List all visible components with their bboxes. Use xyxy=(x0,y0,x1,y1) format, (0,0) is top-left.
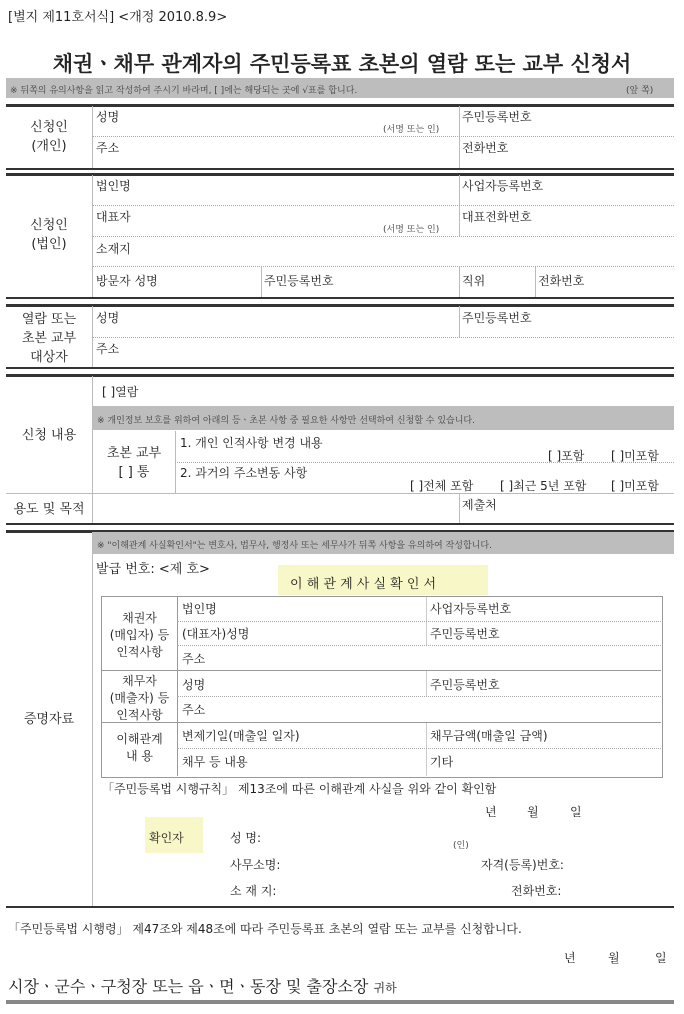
position-field[interactable]: 직위 xyxy=(462,274,486,288)
privacy-notice: ※ 개인정보 보호를 위하여 아래의 등ㆍ초본 사항 중 필요한 사항만 선택하여 신청할 수 있습니다. xyxy=(97,416,475,426)
debtor-label: 채무자 (매출자) 등 인적사항 xyxy=(109,674,170,722)
item2-exclude-checkbox[interactable]: [ ]미포함 xyxy=(611,479,659,493)
license-no-field[interactable]: 자격(등록)번호: xyxy=(481,858,564,872)
target-address-field[interactable]: 주소 xyxy=(96,342,120,356)
divider xyxy=(459,175,460,237)
sign-hint: (서명 또는 인) xyxy=(383,125,440,135)
business-no-field[interactable]: 사업자등록번호 xyxy=(462,179,544,193)
item2-recent-checkbox[interactable]: [ ]최근 5년 포함 xyxy=(500,479,587,493)
application-month[interactable]: 월 xyxy=(608,951,620,965)
divider xyxy=(101,722,661,723)
divider xyxy=(177,696,661,697)
target-resident-no-field[interactable]: 주민등록번호 xyxy=(462,311,532,325)
due-date-field[interactable]: 변제기일(매출일 일자) xyxy=(182,729,300,743)
divider xyxy=(261,267,262,297)
debtor-address-field[interactable]: 주소 xyxy=(182,703,206,717)
creditor-corp-name-field[interactable]: 법인명 xyxy=(182,602,217,616)
confirmer-label: 확인자 xyxy=(149,831,184,845)
notice-text: ※ 뒤쪽의 유의사항을 읽고 작성하여 주시기 바라며, [ ]에는 해당되는 곳에 √표를 합니다. xyxy=(10,86,358,96)
divider xyxy=(459,494,460,524)
divider xyxy=(92,205,674,206)
name-field[interactable]: 성명 xyxy=(96,110,120,124)
divider xyxy=(6,906,674,908)
divider xyxy=(6,168,674,170)
seal-mark: (인) xyxy=(453,841,469,851)
purpose-field[interactable] xyxy=(93,496,459,522)
location-field[interactable]: 소재지 xyxy=(96,242,131,256)
debtor-name-field[interactable]: 성명 xyxy=(182,678,206,692)
divider xyxy=(6,1000,674,1004)
divider xyxy=(6,173,674,176)
office-name-field[interactable]: 사무소명: xyxy=(230,858,281,872)
divider xyxy=(92,532,93,906)
office-location-field[interactable]: 소 재 지: xyxy=(230,884,277,898)
divider xyxy=(6,367,674,369)
copy-count-field[interactable]: [ ] 통 xyxy=(118,465,150,480)
page-side: (앞 쪽) xyxy=(626,86,654,96)
debt-content-field[interactable]: 채무 등 내용 xyxy=(182,755,248,769)
item-address-history: 2. 과거의 주소변동 사항 xyxy=(180,466,308,480)
divider xyxy=(6,374,674,377)
creditor-business-no-field[interactable]: 사업자등록번호 xyxy=(430,602,512,616)
divider xyxy=(535,267,536,297)
application-statement: 「주민등록법 시행령」 제47조와 제48조에 따라 주민등록표 초본의 열람 또는 교부를 신청합니다. xyxy=(8,922,522,936)
divider xyxy=(177,748,661,749)
certificate-title: 이 해 관 계 사 실 확 인 서 xyxy=(290,577,437,592)
divider xyxy=(459,267,460,297)
confirm-day[interactable]: 일 xyxy=(570,805,582,819)
issue-number: 발급 번호: <제 호> xyxy=(96,562,210,577)
phone-field[interactable]: 전화번호 xyxy=(462,141,509,155)
evidence-notice: ※ "이해관계 사실확인서"는 변호사, 법무사, 행정사 또는 세무사가 뒤쪽 사항을 유의하여 작성합니다. xyxy=(97,541,492,551)
applicant-corporate-label: 신청인 (법인) xyxy=(30,218,68,252)
submit-to-field[interactable]: 제출처 xyxy=(462,498,497,512)
divider xyxy=(6,493,674,494)
divider xyxy=(459,106,460,168)
representative-field[interactable]: 대표자 xyxy=(96,210,131,224)
visitor-name-field[interactable]: 방문자 성명 xyxy=(96,274,158,288)
item1-include-checkbox[interactable]: [ ]포함 xyxy=(548,449,585,463)
request-label: 신청 내용 xyxy=(21,428,77,443)
divider xyxy=(92,266,674,267)
applicant-individual-label: 신청인 (개인) xyxy=(30,120,68,154)
creditor-label: 채권자 (매입자) 등 인적사항 xyxy=(109,611,170,659)
confirm-year[interactable]: 년 xyxy=(485,805,497,819)
divider xyxy=(101,670,661,671)
divider xyxy=(426,671,427,696)
divider xyxy=(177,597,178,776)
divider xyxy=(175,462,674,463)
divider xyxy=(92,136,674,137)
evidence-label: 증명자료 xyxy=(23,712,75,727)
confirm-statement: 「주민등록법 시행규칙」 제13조에 따른 이해관계 사실을 위와 같이 확인함 xyxy=(102,782,497,796)
creditor-rep-name-field[interactable]: (대표자)성명 xyxy=(182,627,250,641)
form-reference: [별지 제11호서식] <개정 2010.8.9> xyxy=(8,10,228,25)
creditor-resident-no-field[interactable]: 주민등록번호 xyxy=(430,627,500,641)
divider xyxy=(6,104,674,107)
view-checkbox[interactable]: [ ]열람 xyxy=(102,385,139,399)
corp-name-field[interactable]: 법인명 xyxy=(96,179,131,193)
divider xyxy=(177,621,661,622)
target-name-field[interactable]: 성명 xyxy=(96,311,120,325)
divider xyxy=(177,645,661,646)
application-day[interactable]: 일 xyxy=(655,951,667,965)
sign-hint: (서명 또는 인) xyxy=(383,225,440,235)
copy-label: 초본 교부 [ ] 통 xyxy=(93,444,175,482)
divider xyxy=(426,723,427,776)
divider xyxy=(6,297,674,299)
divider xyxy=(92,337,674,338)
divider xyxy=(459,306,460,337)
application-year[interactable]: 년 xyxy=(564,951,576,965)
creditor-address-field[interactable]: 주소 xyxy=(182,652,206,666)
addressee: 시장ㆍ군수ㆍ구청장 또는 읍ㆍ면ㆍ동장 및 출장소장 귀하 xyxy=(8,977,397,996)
visitor-resident-no-field[interactable]: 주민등록번호 xyxy=(264,274,334,288)
confirm-month[interactable]: 월 xyxy=(527,805,539,819)
page-title: 채권ㆍ채무 관계자의 주민등록표 초본의 열람 또는 교부 신청서 xyxy=(52,52,632,76)
item2-all-checkbox[interactable]: [ ]전체 포함 xyxy=(410,479,474,493)
divider xyxy=(92,236,674,237)
visitor-phone-field[interactable]: 전화번호 xyxy=(538,274,585,288)
office-phone-field[interactable]: 전화번호: xyxy=(511,884,562,898)
other-field[interactable]: 기타 xyxy=(430,755,454,769)
rep-phone-field[interactable]: 대표전화번호 xyxy=(462,210,532,224)
divider xyxy=(6,523,674,525)
debtor-resident-no-field[interactable]: 주민등록번호 xyxy=(430,678,500,692)
target-label: 열람 또는 초본 교부 대상자 xyxy=(21,312,77,365)
item1-exclude-checkbox[interactable]: [ ]미포함 xyxy=(611,449,659,463)
item-personal-changes: 1. 개인 인적사항 변경 내용 xyxy=(180,436,323,450)
divider xyxy=(6,304,674,307)
purpose-label: 용도 및 목적 xyxy=(13,502,85,517)
resident-no-field[interactable]: 주민등록번호 xyxy=(462,110,532,124)
interest-label: 이해관계 내 용 xyxy=(116,732,163,763)
address-field[interactable]: 주소 xyxy=(96,141,120,155)
amount-field[interactable]: 채무금액(매출일 금액) xyxy=(430,729,548,743)
confirmer-name-field[interactable]: 성 명: xyxy=(230,831,262,845)
divider xyxy=(92,106,93,168)
